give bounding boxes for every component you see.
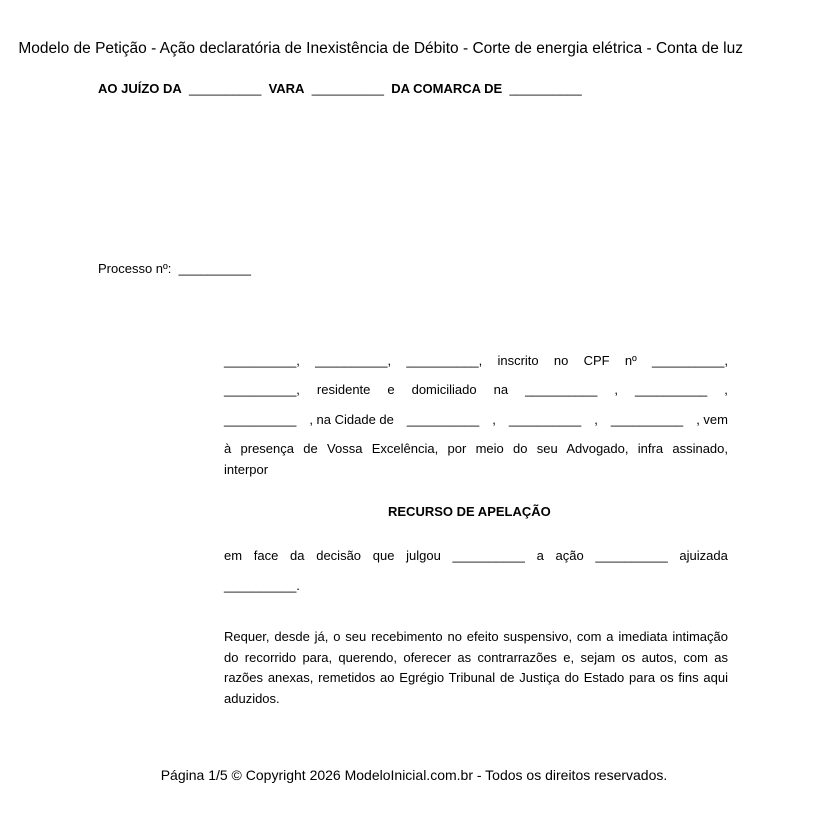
d1-w0: em xyxy=(224,548,243,563)
q3-w0: __________ xyxy=(224,412,297,427)
q2-w4: na xyxy=(493,382,509,397)
q3-w3: , xyxy=(492,412,496,427)
qualification-line-4: à presença de Vossa Excelência, por meio do seu Advogado, infra assinado, xyxy=(224,441,728,456)
request-paragraph: Requer, desde já, o seu recebimento no efeito suspensivo, com a imediata intimação do recorrido para, querendo, oferecer as contrarrazões e, sejam os autos, com as razões anexas, remetidos ao Egrégio Tribunal de Justiça do Estado para os fins aqui aduzidos. xyxy=(224,629,728,707)
process-number xyxy=(98,261,251,276)
appeal-title: RECURSO DE APELAÇÃO xyxy=(388,504,551,519)
d1-w9: __________ xyxy=(595,548,668,563)
d1-w2: da xyxy=(290,548,305,563)
q2-w3: domiciliado xyxy=(411,382,477,397)
d1-w5: julgou xyxy=(406,548,441,563)
q1-w7: __________, xyxy=(652,353,728,368)
d1-w4: que xyxy=(372,548,395,563)
q3-w2: __________ xyxy=(406,412,480,427)
court-prefix: AO JUÍZO DA xyxy=(98,81,182,96)
qualification-line-2 xyxy=(224,382,728,397)
q1-w1: __________, xyxy=(315,353,392,368)
q3-w7: , vem xyxy=(696,412,728,427)
page-footer: Página 1/5 © Copyright 2026 ModeloInicial.com.br - Todos os direitos reservados. xyxy=(160,767,668,783)
d1-w3: decisão xyxy=(316,548,362,563)
d1-w10: ajuizada xyxy=(679,548,728,563)
q1-w6: nº xyxy=(624,353,637,368)
court-header xyxy=(98,81,582,96)
d1-w1: face xyxy=(253,548,279,563)
document-title: Modelo de Petição - Ação declaratória de Inexistência de Débito - Corte de energia elétrica - Conta de luz xyxy=(18,40,743,57)
q3-w5: , xyxy=(594,412,598,427)
q2-w7: __________ xyxy=(634,382,708,397)
q3-w1: , na Cidade de xyxy=(309,412,394,427)
q1-w0: __________, xyxy=(224,353,300,368)
q1-w5: CPF xyxy=(583,353,610,368)
process-blank: __________ xyxy=(178,261,251,276)
decision-line-2: __________. xyxy=(224,578,300,593)
court-comarca: DA COMARCA DE xyxy=(391,81,503,96)
d1-w8: ação xyxy=(555,548,584,563)
q1-w4: no xyxy=(553,353,569,368)
q2-w8: , xyxy=(724,382,728,397)
d1-w6: __________ xyxy=(452,548,525,563)
q2-w0: __________, xyxy=(224,382,300,397)
court-blank-3: __________ xyxy=(509,81,582,96)
qualification-line-1 xyxy=(224,353,728,368)
q2-w6: , xyxy=(614,382,618,397)
q1-w2: __________, xyxy=(406,353,483,368)
court-blank-1: __________ xyxy=(189,81,262,96)
d1-w7: a xyxy=(536,548,544,563)
court-blank-2: __________ xyxy=(311,81,384,96)
qualification-line-5: interpor xyxy=(224,462,269,477)
q3-w6: __________ xyxy=(610,412,684,427)
q2-w2: e xyxy=(387,382,395,397)
q1-w3: inscrito xyxy=(497,353,539,368)
q2-w1: residente xyxy=(316,382,371,397)
qualification-line-3 xyxy=(224,412,728,427)
court-vara: VARA xyxy=(268,81,305,96)
process-label: Processo nº: xyxy=(98,261,172,276)
decision-line-1 xyxy=(224,548,728,563)
q3-w4: __________ xyxy=(508,412,582,427)
document-title-clip xyxy=(18,40,743,62)
q2-w5: __________ xyxy=(525,382,598,397)
